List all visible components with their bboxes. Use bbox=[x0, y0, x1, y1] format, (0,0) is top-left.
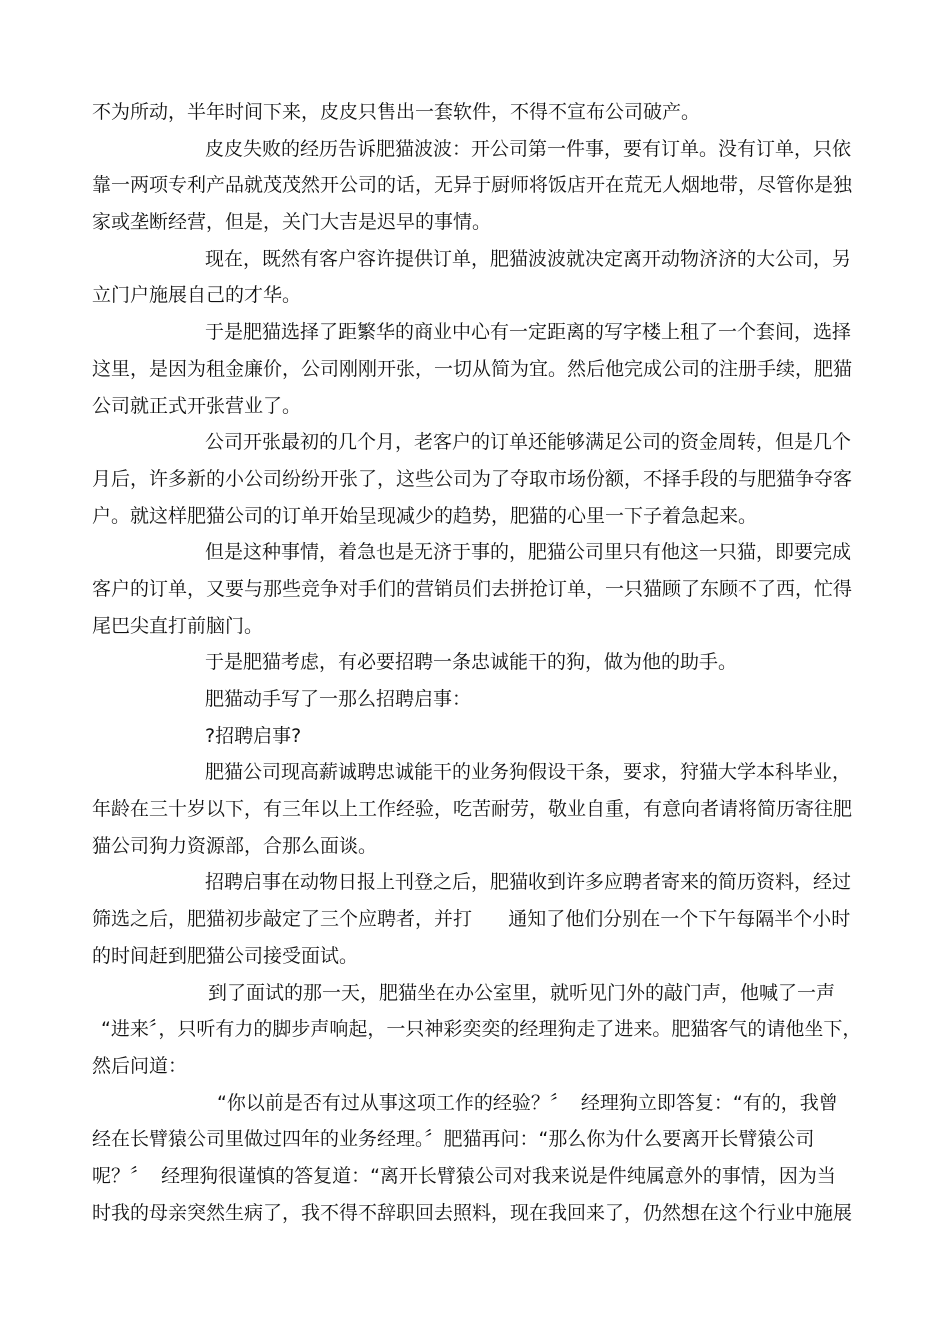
text-line: 招聘启事在动物日报上刊登之后，肥猫收到许多应聘者寄来的简历资料，经过 bbox=[205, 871, 852, 894]
paragraph bbox=[92, 241, 862, 314]
text-line: 公司就正式开张营业了。 bbox=[92, 394, 302, 417]
text-line: 筛选之后，肥猫初步敲定了三个应聘者，并打 通知了他们分别在一个下午每隔半个小时 bbox=[92, 908, 851, 931]
text-line: 公司开张最初的几个月，老客户的订单还能够满足公司的资金周转，但是几个 bbox=[205, 431, 852, 454]
text-line: 家或垄断经营，但是，关门大吉是迟早的事情。 bbox=[92, 211, 492, 234]
text-line: 尾巴尖直打前脑门。 bbox=[92, 614, 264, 637]
text-line: 经在长臂猿公司里做过四年的业务经理。〞肥猫再问：“那么你为什么要离开长臂猿公司 bbox=[92, 1128, 815, 1151]
text-line: ?招聘启事? bbox=[205, 724, 302, 747]
text-line: 客户的订单，又要与那些竞争对手们的营销员们去拼抢订单，一只猫顾了东顾不了西，忙得 bbox=[92, 577, 853, 600]
text-line: 靠一两项专利产品就茂茂然开公司的话，无异于厨师将饭店开在荒无人烟地带，尽管你是独 bbox=[92, 174, 853, 197]
text-line: 然后问道： bbox=[92, 1054, 188, 1077]
notice-body bbox=[92, 754, 862, 864]
paragraph bbox=[92, 534, 862, 644]
text-line: 户。就这样肥猫公司的订单开始呈现减少的趋势，肥猫的心里一下子着急起来。 bbox=[92, 504, 758, 527]
text-line: 不为所动，半年时间下来，皮皮只售出一套软件，不得不宣布公司破产。 bbox=[92, 101, 701, 123]
text-line: 但是这种事情，着急也是无济于事的，肥猫公司里只有他这一只猫，即要完成 bbox=[205, 541, 852, 564]
text-line: 时我的母亲突然生病了，我不得不辞职回去照料，现在我回来了，仍然想在这个行业中施展 bbox=[92, 1201, 853, 1224]
paragraph bbox=[92, 1085, 862, 1232]
text-line: 月后，许多新的小公司纷纷开张了，这些公司为了夺取市场份额，不择手段的与肥猫争夺客 bbox=[92, 467, 853, 490]
text-line: 现在，既然有客户容许提供订单，肥猫波波就决定离开动物济济的大公司，另 bbox=[205, 247, 852, 270]
text-line: 年龄在三十岁以下，有三年以上工作经验，吃苦耐劳，敬业自重，有意向者请将简历寄往肥 bbox=[92, 798, 853, 821]
notice-heading bbox=[92, 718, 862, 755]
text-line: “你以前是否有过从事这项工作的经验？〞 经理狗立即答复：“有的，我曾 bbox=[217, 1091, 838, 1114]
text-line: “进来〞，只听有力的脚步声响起，一只神彩奕奕的经理狗走了进来。肥猫客气的请他坐下， bbox=[101, 1018, 862, 1041]
document-body bbox=[92, 94, 862, 1231]
text-line: 肥猫公司现高薪诚聘忠诚能干的业务狗假设干条，要求，狩猫大学本科毕业， bbox=[205, 761, 852, 784]
text-line: 肥猫动手写了一那么招聘启事： bbox=[205, 688, 472, 710]
paragraph bbox=[92, 681, 862, 718]
paragraph bbox=[92, 94, 862, 131]
paragraph bbox=[92, 864, 862, 974]
paragraph bbox=[92, 975, 862, 1085]
text-line: 于是肥猫选择了距繁华的商业中心有一定距离的写字楼上租了一个套间，选择 bbox=[205, 321, 852, 344]
text-line: 于是肥猫考虑，有必要招聘一条忠诚能干的狗，做为他的助手。 bbox=[205, 651, 738, 674]
text-line: 呢？〞 经理狗很谨慎的答复道：“离开长臂猿公司对我来说是件纯属意外的事情，因为当 bbox=[92, 1164, 836, 1187]
text-line: 到了面试的那一天，肥猫坐在办公室里，就听见门外的敲门声，他喊了一声 bbox=[208, 981, 836, 1004]
paragraph bbox=[92, 131, 862, 241]
text-line: 这里，是因为租金廉价，公司刚刚开张，一切从简为宜。然后他完成公司的注册手续，肥猫 bbox=[92, 357, 853, 380]
text-line: 猫公司狗力资源部，合那么面谈。 bbox=[92, 834, 378, 857]
text-line: 的时间赶到肥猫公司接受面试。 bbox=[92, 944, 359, 967]
paragraph bbox=[92, 314, 862, 424]
paragraph bbox=[92, 644, 862, 681]
paragraph bbox=[92, 424, 862, 534]
text-line: 立门户施展自己的才华。 bbox=[92, 284, 302, 307]
text-line: 皮皮失败的经历告诉肥猫波波：开公司第一件事，要有订单。没有订单，只依 bbox=[205, 137, 852, 160]
